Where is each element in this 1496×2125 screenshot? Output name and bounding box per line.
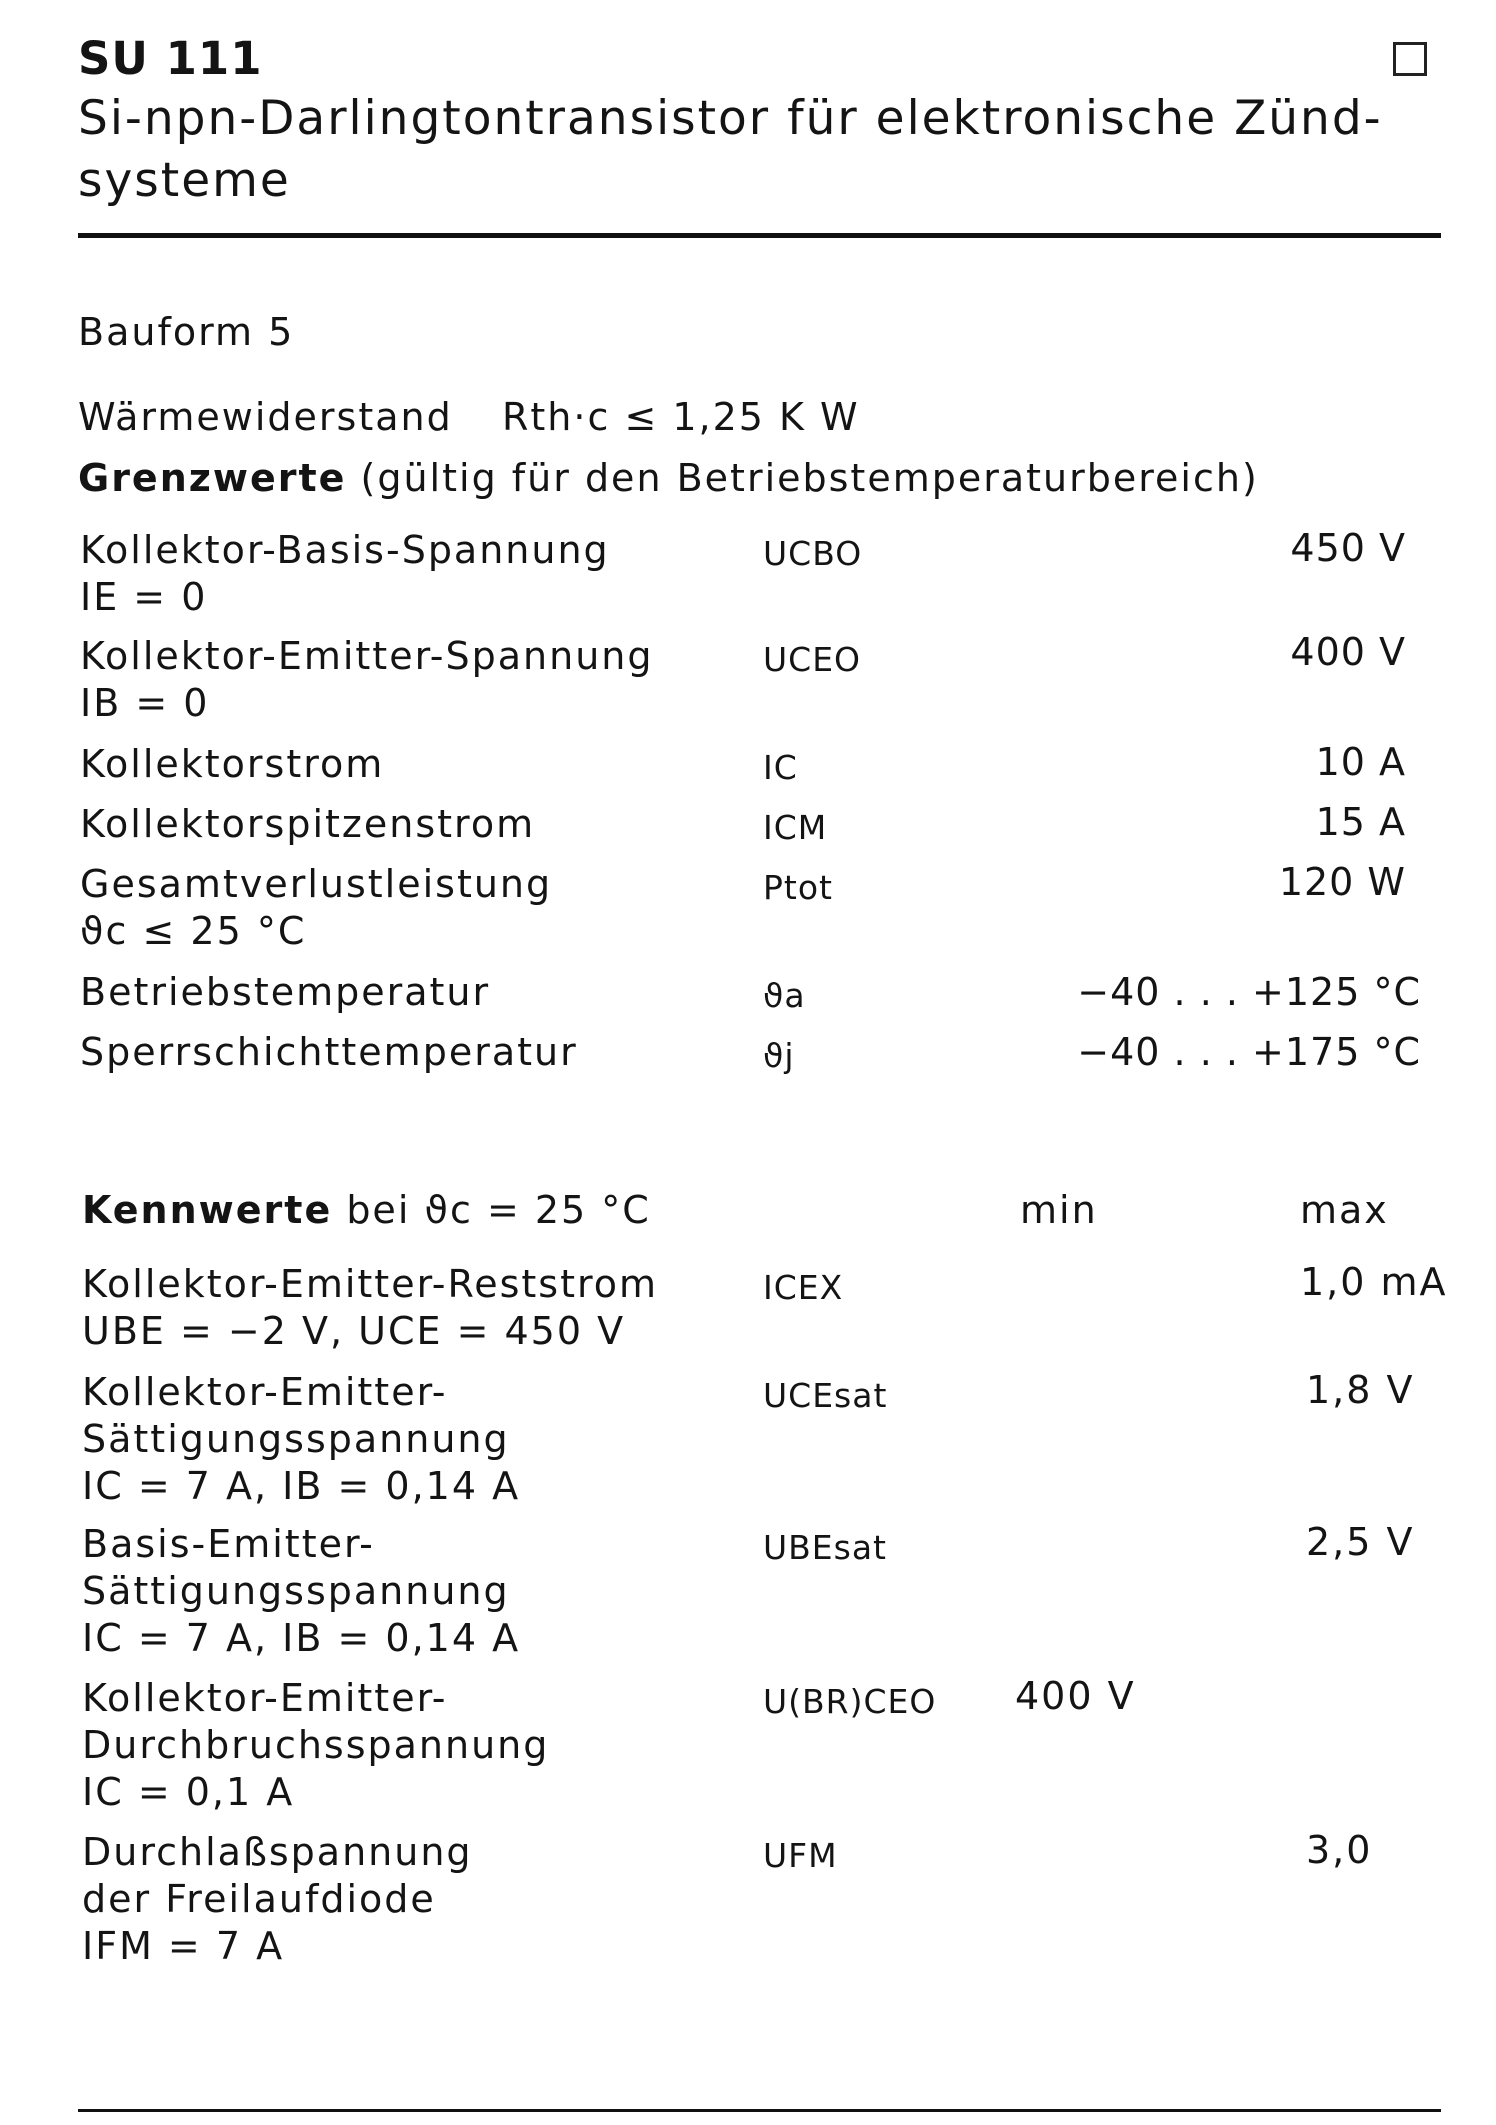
kennwerte-label-line: Kollektor-Emitter- bbox=[82, 1370, 448, 1414]
grenzwerte-value: 120 W bbox=[1278, 860, 1406, 904]
grenzwerte-label: Kollektor-Basis-Spannung bbox=[80, 528, 610, 572]
kennwerte-label-line: Basis-Emitter- bbox=[82, 1522, 375, 1566]
grenzwerte-label: Sperrschichttemperatur bbox=[80, 1030, 578, 1074]
kennwerte-heading bbox=[82, 1188, 651, 1232]
grenzwerte-value: 15 A bbox=[1315, 800, 1406, 844]
grenzwerte-symbol: ICM bbox=[763, 808, 828, 847]
kennwerte-heading-bold: Kennwerte bbox=[82, 1188, 333, 1232]
grenzwerte-heading bbox=[78, 456, 1259, 500]
grenzwerte-symbol: Ptot bbox=[763, 868, 833, 907]
kennwerte-symbol: UBEsat bbox=[763, 1528, 887, 1567]
kennwerte-label-line: der Freilaufdiode bbox=[82, 1877, 436, 1921]
grenzwerte-value: 400 V bbox=[1290, 630, 1406, 674]
grenzwerte-symbol: UCBO bbox=[763, 534, 863, 573]
top-rule bbox=[78, 233, 1441, 238]
grenzwerte-symbol: ϑj bbox=[763, 1036, 795, 1075]
kennwerte-label-line: UBE = −2 V, UCE = 450 V bbox=[82, 1309, 626, 1353]
checkbox[interactable] bbox=[1393, 42, 1427, 76]
grenzwerte-symbol: ϑa bbox=[763, 976, 806, 1015]
grenzwerte-label: Kollektorstrom bbox=[80, 742, 385, 786]
grenzwerte-condition: ϑc ≤ 25 °C bbox=[80, 909, 307, 953]
grenzwerte-value: −40 . . . +175 °C bbox=[1077, 1030, 1421, 1074]
kennwerte-label-line: IC = 0,1 A bbox=[82, 1770, 295, 1814]
kennwerte-min: 400 V bbox=[1015, 1674, 1136, 1718]
kennwerte-label-line: IFM = 7 A bbox=[82, 1924, 285, 1968]
subtitle-line-2: systeme bbox=[78, 153, 291, 208]
grenzwerte-condition: IB = 0 bbox=[80, 681, 210, 725]
subtitle-line-1: Si-npn-Darlingtontransistor für elektronische Zünd- bbox=[78, 91, 1383, 146]
kennwerte-label-line: Durchlaßspannung bbox=[82, 1830, 473, 1874]
grenzwerte-heading-bold: Grenzwerte bbox=[78, 456, 347, 500]
grenzwerte-symbol: UCEO bbox=[763, 640, 862, 679]
grenzwerte-condition: IE = 0 bbox=[80, 575, 208, 619]
kennwerte-label-line: Sättigungsspannung bbox=[82, 1417, 510, 1461]
kennwerte-symbol: UFM bbox=[763, 1836, 838, 1875]
grenzwerte-label: Kollektorspitzenstrom bbox=[80, 802, 536, 846]
waermewiderstand-label: Wärmewiderstand bbox=[78, 395, 453, 439]
column-min-header: min bbox=[1020, 1188, 1098, 1232]
page-subtitle bbox=[78, 88, 1383, 212]
kennwerte-symbol: U(BR)CEO bbox=[763, 1682, 937, 1721]
grenzwerte-label: Gesamtverlustleistung bbox=[80, 862, 553, 906]
kennwerte-label-line: Durchbruchsspannung bbox=[82, 1723, 550, 1767]
bottom-rule bbox=[78, 2109, 1441, 2112]
kennwerte-label-line: Sättigungsspannung bbox=[82, 1569, 510, 1613]
column-max-header: max bbox=[1300, 1188, 1389, 1232]
kennwerte-label-line: IC = 7 A, IB = 0,14 A bbox=[82, 1464, 521, 1508]
grenzwerte-value: −40 . . . +125 °C bbox=[1077, 970, 1421, 1014]
grenzwerte-symbol: IC bbox=[763, 748, 798, 787]
grenzwerte-label: Betriebstemperatur bbox=[80, 970, 491, 1014]
grenzwerte-label: Kollektor-Emitter-Spannung bbox=[80, 634, 654, 678]
waermewiderstand-value: Rth·c ≤ 1,25 K W bbox=[502, 395, 860, 439]
kennwerte-label-line: Kollektor-Emitter-Reststrom bbox=[82, 1262, 659, 1306]
kennwerte-label-line: Kollektor-Emitter- bbox=[82, 1676, 448, 1720]
kennwerte-label-line: IC = 7 A, IB = 0,14 A bbox=[82, 1616, 521, 1660]
kennwerte-symbol: ICEX bbox=[763, 1268, 844, 1307]
grenzwerte-heading-rest: (gültig für den Betriebstemperaturbereich) bbox=[360, 456, 1259, 500]
kennwerte-max: 3,0 bbox=[1306, 1828, 1373, 1872]
page-title: SU 111 bbox=[78, 32, 263, 85]
kennwerte-max: 2,5 V bbox=[1306, 1520, 1415, 1564]
grenzwerte-value: 10 A bbox=[1315, 740, 1406, 784]
kennwerte-max: 1,8 V bbox=[1306, 1368, 1415, 1412]
bauform-text: Bauform 5 bbox=[78, 310, 295, 354]
grenzwerte-value: 450 V bbox=[1290, 526, 1406, 570]
kennwerte-heading-rest: bei ϑc = 25 °C bbox=[346, 1188, 651, 1232]
kennwerte-symbol: UCEsat bbox=[763, 1376, 888, 1415]
kennwerte-max: 1,0 mA bbox=[1300, 1260, 1448, 1304]
